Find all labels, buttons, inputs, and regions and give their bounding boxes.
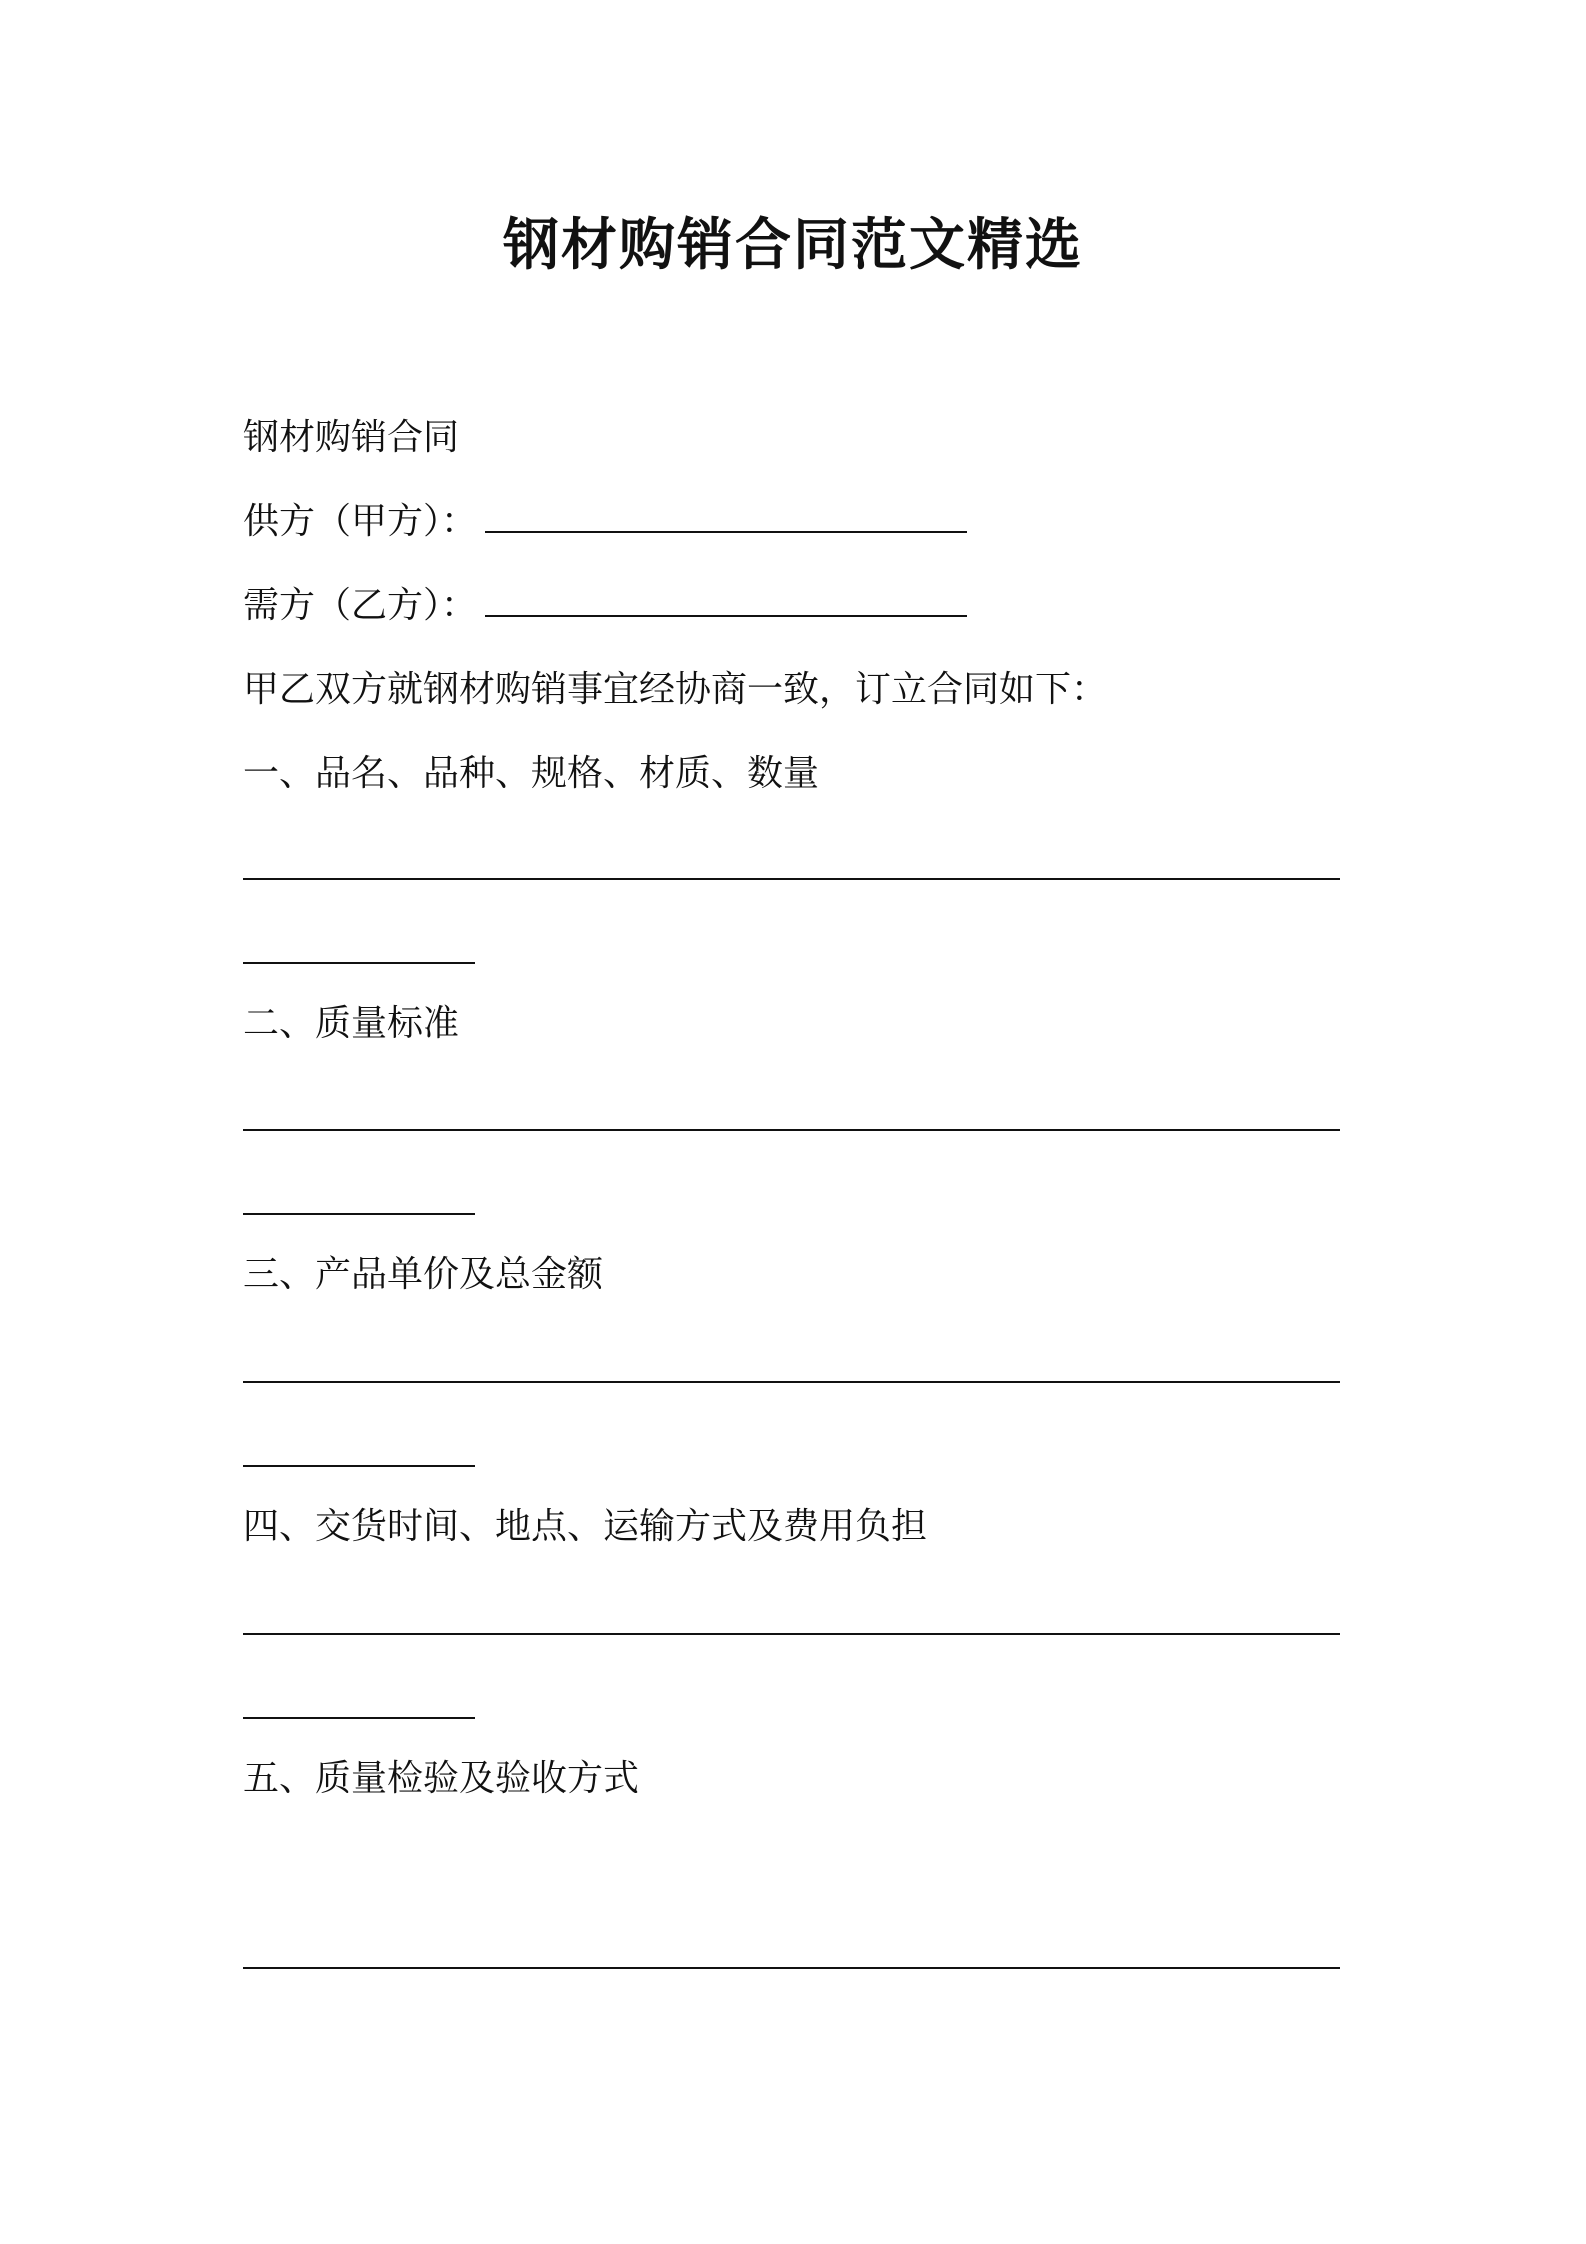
section-4-heading: 四、交货时间、地点、运输方式及费用负担 xyxy=(243,1506,928,1547)
supplier-label: 供方（甲方）： xyxy=(243,501,478,542)
section-3-heading: 三、产品单价及总金额 xyxy=(243,1254,604,1295)
supplier-blank xyxy=(485,531,967,533)
section-1-blank-line-short xyxy=(243,962,475,964)
document-title: 钢材购销合同范文精选 xyxy=(503,213,1083,278)
buyer-label: 需方（乙方）： xyxy=(243,585,478,626)
section-5-blank-line xyxy=(243,1967,1340,1969)
intro-text: 甲乙双方就钢材购销事宜经协商一致，订立合同如下： xyxy=(243,669,1108,710)
section-2-heading: 二、质量标准 xyxy=(243,1003,460,1044)
supplier-line xyxy=(243,498,967,546)
section-3-blank-line xyxy=(243,1381,1340,1383)
section-1-blank-line xyxy=(243,878,1340,880)
section-2-blank-line-short xyxy=(243,1213,475,1215)
section-3-blank-line-short xyxy=(243,1465,475,1467)
contract-heading: 钢材购销合同 xyxy=(243,417,460,458)
buyer-blank xyxy=(485,615,967,617)
section-1-heading: 一、品名、品种、规格、材质、数量 xyxy=(243,753,820,794)
section-4-blank-line xyxy=(243,1633,1340,1635)
section-2-blank-line xyxy=(243,1129,1340,1131)
section-4-blank-line-short xyxy=(243,1717,475,1719)
section-5-heading: 五、质量检验及验收方式 xyxy=(243,1758,640,1799)
buyer-line xyxy=(243,582,967,630)
